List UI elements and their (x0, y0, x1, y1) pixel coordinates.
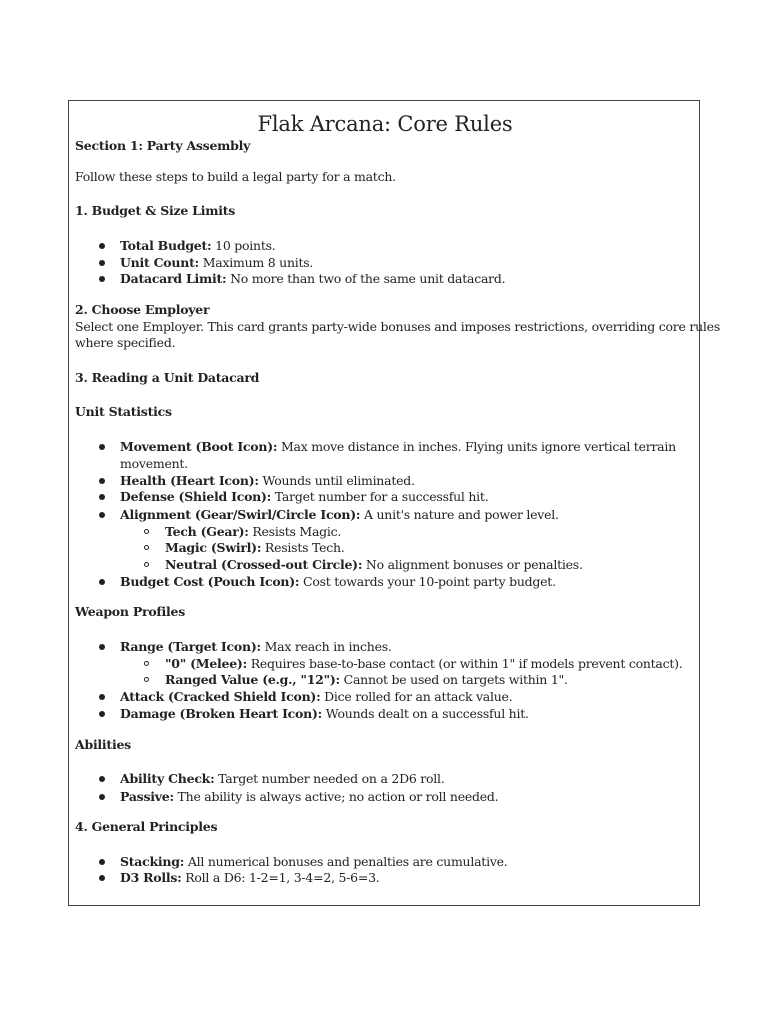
list-item-movement: Movement (Boot Icon): Max move distance in inches. Flying units ignore vertical terrain (120, 439, 676, 454)
list-item-budget-cost: Budget Cost (Pouch Icon): Cost towards your 10-point party budget. (120, 574, 556, 589)
bullet-icon (99, 478, 105, 484)
list-item-stacking: Stacking: All numerical bonuses and penalties are cumulative. (120, 854, 508, 869)
rules-document (68, 100, 720, 906)
bullet-icon (99, 579, 105, 585)
sub-bullet-icon (144, 677, 149, 682)
section-heading: Section 1: Party Assembly (75, 138, 251, 153)
datacard-heading: 3. Reading a Unit Datacard (75, 370, 260, 385)
sub-bullet-icon (144, 562, 149, 567)
principles-heading: 4. General Principles (75, 819, 218, 834)
bullet-icon (99, 711, 105, 717)
bullet-icon (99, 276, 105, 282)
employer-heading: 2. Choose Employer (75, 302, 210, 317)
list-item-alignment: Alignment (Gear/Swirl/Circle Icon): A unit's nature and power level. (120, 507, 559, 522)
bullet-icon (99, 875, 105, 881)
list-item-damage: Damage (Broken Heart Icon): Wounds dealt on a successful hit. (120, 706, 529, 721)
sub-item-tech: Tech (Gear): Resists Magic. (165, 524, 342, 539)
sub-item-ranged: Ranged Value (e.g., "12"): Cannot be used on targets within 1". (165, 672, 568, 687)
list-item-health: Health (Heart Icon): Wounds until eliminated. (120, 473, 415, 488)
sub-item-melee: "0" (Melee): Requires base-to-base contact (or within 1" if models prevent contact). (165, 656, 683, 671)
bullet-icon (99, 776, 105, 782)
bullet-icon (99, 260, 105, 266)
unit-statistics-heading: Unit Statistics (75, 404, 172, 419)
bullet-icon (99, 644, 105, 650)
list-item-d3-rolls: D3 Rolls: Roll a D6: 1-2=1, 3-4=2, 5-6=3. (120, 870, 380, 885)
list-item: Unit Count: Maximum 8 units. (120, 255, 314, 270)
bullet-icon (99, 512, 105, 518)
list-item-movement-cont: movement. (120, 456, 188, 471)
intro-text: Follow these steps to build a legal party for a match. (75, 169, 396, 184)
bullet-icon (99, 859, 105, 865)
list-item-range: Range (Target Icon): Max reach in inches. (120, 639, 392, 654)
employer-text-line-1: Select one Employer. This card grants party-wide bonuses and imposes restrictions, overriding core rules (75, 319, 720, 334)
list-item: Datacard Limit: No more than two of the same unit datacard. (120, 271, 506, 286)
sub-bullet-icon (144, 545, 149, 550)
sub-item-magic: Magic (Swirl): Resists Tech. (165, 540, 345, 555)
abilities-heading: Abilities (75, 737, 131, 752)
list-item-passive: Passive: The ability is always active; no action or roll needed. (120, 789, 499, 804)
bullet-icon (99, 444, 105, 450)
bullet-icon (99, 494, 105, 500)
list-item-ability-check: Ability Check: Target number needed on a 2D6 roll. (120, 771, 445, 786)
bullet-icon (99, 794, 105, 800)
sub-item-neutral: Neutral (Crossed-out Circle): No alignment bonuses or penalties. (165, 557, 583, 572)
sub-bullet-icon (144, 661, 149, 666)
list-item-attack: Attack (Cracked Shield Icon): Dice rolled for an attack value. (120, 689, 513, 704)
bullet-icon (99, 243, 105, 249)
employer-text-line-2: where specified. (75, 335, 176, 350)
weapon-profiles-heading: Weapon Profiles (75, 604, 186, 619)
bullet-icon (99, 694, 105, 700)
list-item: Total Budget: 10 points. (120, 238, 276, 253)
list-item-defense: Defense (Shield Icon): Target number for a successful hit. (120, 489, 489, 504)
document-title: Flak Arcana: Core Rules (257, 112, 513, 136)
budget-heading: 1. Budget & Size Limits (75, 203, 236, 218)
sub-bullet-icon (144, 529, 149, 534)
